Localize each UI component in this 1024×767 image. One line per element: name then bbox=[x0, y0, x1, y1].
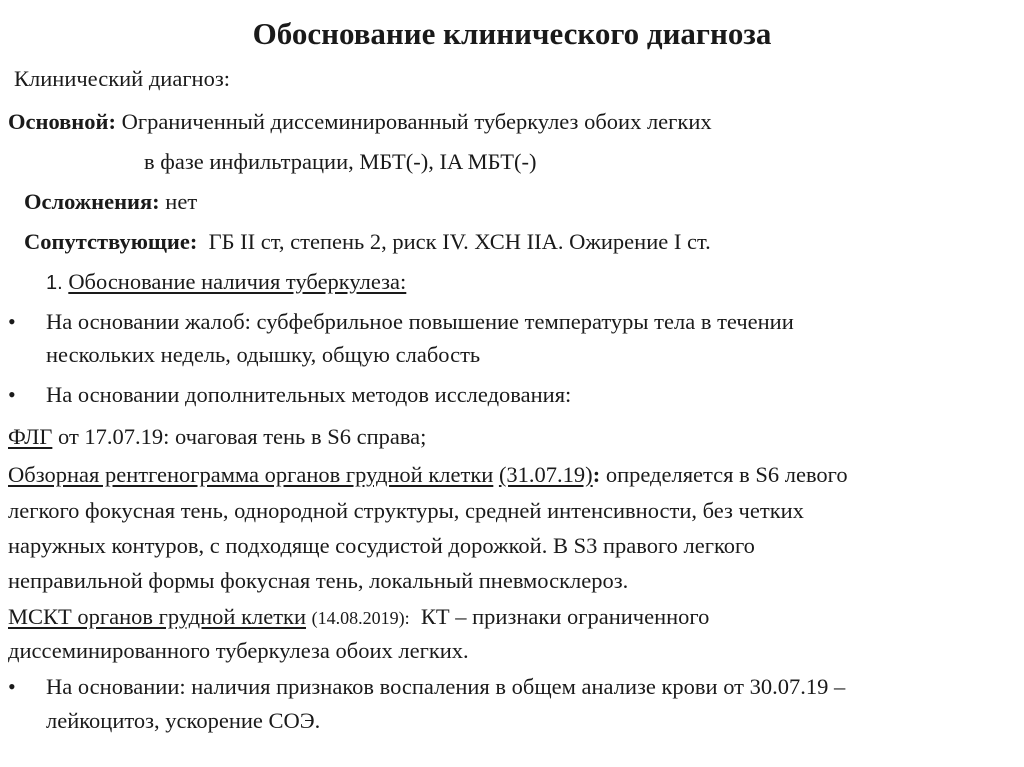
clinical-diagnosis-label: Клинический диагноз: bbox=[14, 66, 230, 91]
blood-line-2: лейкоцитоз, ускорение СОЭ. bbox=[46, 708, 321, 733]
msct-text-1: КТ – признаки ограниченного bbox=[420, 604, 710, 629]
main-diagnosis-line bbox=[8, 107, 712, 137]
flg-text: от 17.07.19: очаговая тень в S6 справа; bbox=[57, 424, 427, 449]
msct-label: МСКТ органов грудной клетки bbox=[8, 604, 307, 629]
xray-label: Обзорная рентгенограмма органов грудной клетки bbox=[8, 462, 494, 487]
main-diagnosis-text-2: в фазе инфильтрации, МБТ(-), IA МБТ(-) bbox=[144, 149, 537, 174]
section-1-heading bbox=[46, 267, 406, 298]
msct-line-1 bbox=[8, 602, 709, 633]
xray-line-4: неправильной формы фокусная тень, локальный пневмосклероз. bbox=[8, 568, 629, 593]
concomitant-text: ГБ II ст, степень 2, риск IV. ХСН IIA. Ожирение I ст. bbox=[208, 229, 711, 254]
bullet-icon: • bbox=[8, 382, 16, 407]
concomitant-line bbox=[24, 227, 711, 257]
complaints-line-2: нескольких недель, одышку, общую слабость bbox=[46, 342, 481, 367]
complications-label: Осложнения: bbox=[24, 189, 160, 214]
xray-line-1 bbox=[8, 460, 848, 490]
concomitant-label: Сопутствующие: bbox=[24, 229, 198, 254]
section-1-title: Обоснование наличия туберкулеза: bbox=[68, 269, 407, 294]
msct-line-2: диссеминированного туберкулеза обоих легких. bbox=[8, 638, 469, 663]
blood-line-1: На основании: наличия признаков воспаления в общем анализе крови от 30.07.19 – bbox=[46, 674, 846, 699]
additional-methods-line: На основании дополнительных методов исследования: bbox=[46, 382, 572, 407]
main-diagnosis-text: Ограниченный диссеминированный туберкулез обоих легких bbox=[121, 109, 712, 134]
complications-text: нет bbox=[165, 189, 198, 214]
xray-colon: : bbox=[592, 462, 601, 487]
bullet-icon: • bbox=[8, 309, 16, 334]
main-diagnosis-label: Основной: bbox=[8, 109, 116, 134]
xray-text-1: определяется в S6 левого bbox=[605, 462, 848, 487]
section-1-number: 1. bbox=[46, 272, 63, 294]
page-title: Обоснование клинического диагноза bbox=[252, 16, 772, 51]
flg-line bbox=[8, 422, 426, 452]
complications-line bbox=[24, 187, 197, 217]
flg-label: ФЛГ bbox=[8, 424, 53, 449]
xray-line-2: легкого фокусная тень, однородной структуры, средней интенсивности, без четких bbox=[8, 498, 804, 523]
xray-line-3: наружных контуров, с подходяще сосудистой дорожкой. В S3 правого легкого bbox=[8, 533, 755, 558]
bullet-icon: • bbox=[8, 674, 16, 699]
complaints-line-1: На основании жалоб: субфебрильное повышение температуры тела в течении bbox=[46, 309, 794, 334]
xray-date: (31.07.19) bbox=[498, 462, 593, 487]
msct-date: (14.08.2019): bbox=[311, 608, 410, 628]
